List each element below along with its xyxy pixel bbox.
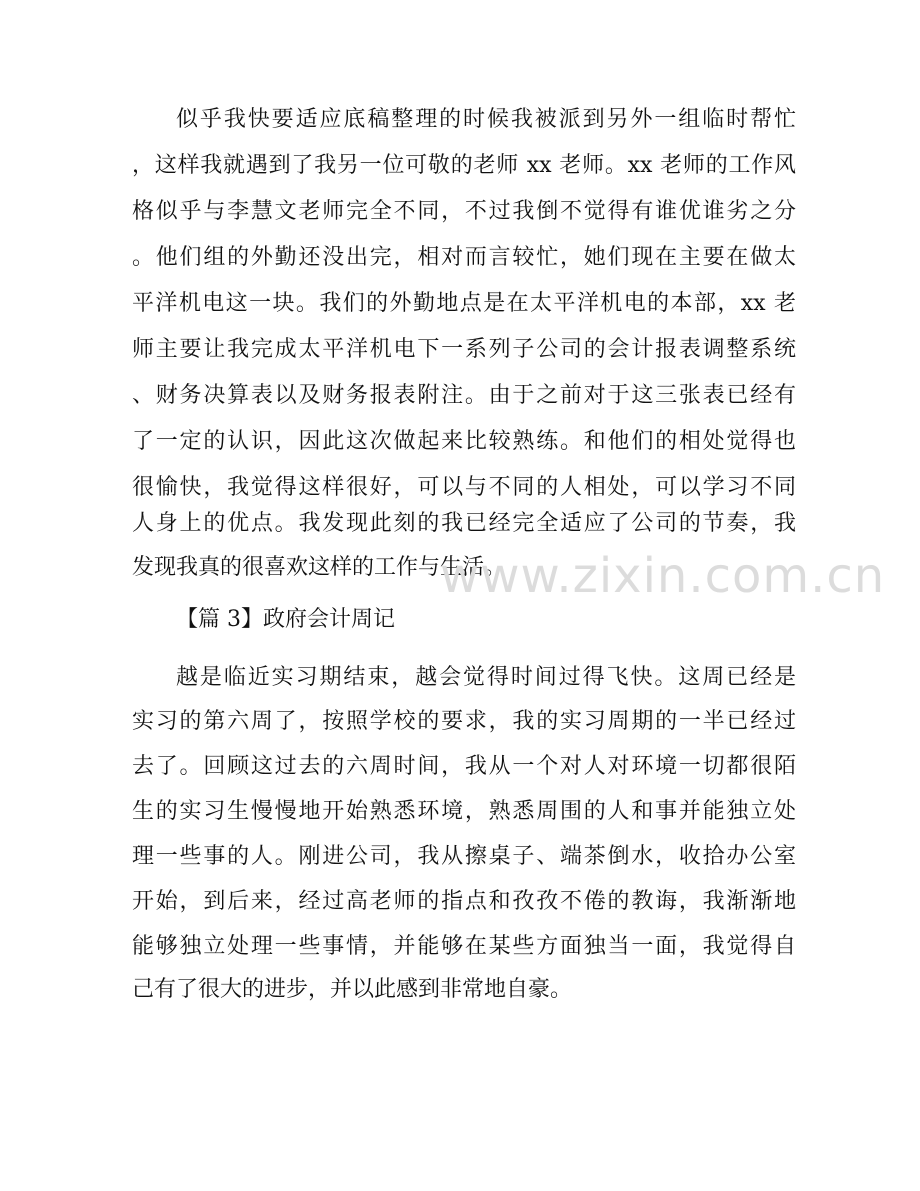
paragraph1-line: 发现我真的很喜欢这样的工作与生活。 — [132, 555, 507, 580]
paragraph1-line: 格似乎与李慧文老师完全不同，不过我倒不觉得有谁优谁劣之分 — [132, 199, 796, 224]
paragraph1-line: 。他们组的外勤还没出完，相对而言较忙，她们现在主要在做太 — [132, 245, 796, 270]
paragraph2-line: 去了。回顾这过去的六周时间，我从一个对人对环境一切都很陌 — [132, 754, 796, 779]
section-heading: 【篇 3】政府会计周记 — [176, 607, 395, 632]
paragraph1-line: 似乎我快要适应底稿整理的时候我被派到另外一组临时帮忙 — [176, 107, 796, 132]
paragraph1-line: 、财务决算表以及财务报表附注。由于之前对于这三张表已经有 — [132, 383, 796, 408]
paragraph1-line: 了一定的认识，因此这次做起来比较熟练。和他们的相处觉得也 — [132, 429, 796, 454]
paragraph2-line: 开始，到后来，经过高老师的指点和孜孜不倦的教诲，我渐渐地 — [132, 889, 796, 914]
paragraph1-line: 人身上的优点。我发现此刻的我已经完全适应了公司的节奏，我 — [132, 511, 796, 536]
paragraph1-line: 师主要让我完成太平洋机电下一系列子公司的会计报表调整系统 — [132, 337, 796, 362]
paragraph2-line: 越是临近实习期结束，越会觉得时间过得飞快。这周已经是 — [176, 665, 796, 690]
paragraph2-line: 理一些事的人。刚进公司，我从擦桌子、端茶倒水，收拾办公室 — [132, 844, 796, 869]
paragraph1-line: ，这样我就遇到了我另一位可敬的老师 xx 老师。xx 老师的工作风 — [132, 153, 796, 178]
paragraph2-line: 生的实习生慢慢地开始熟悉环境，熟悉周围的人和事并能独立处 — [132, 799, 796, 824]
paragraph2-line: 实习的第六周了，按照学校的要求，我的实习周期的一半已经过 — [132, 709, 796, 734]
paragraph1-line: 很愉快，我觉得这样很好，可以与不同的人相处，可以学习不同 — [132, 475, 796, 500]
paragraph2-line: 己有了很大的进步，并以此感到非常地自豪。 — [132, 977, 573, 1002]
paragraph1-line: 平洋机电这一块。我们的外勤地点是在太平洋机电的本部，xx 老 — [132, 291, 796, 316]
watermark: www.zixin.com.cn — [440, 548, 886, 604]
paragraph2-line: 能够独立处理一些事情，并能够在某些方面独当一面，我觉得自 — [132, 934, 796, 959]
